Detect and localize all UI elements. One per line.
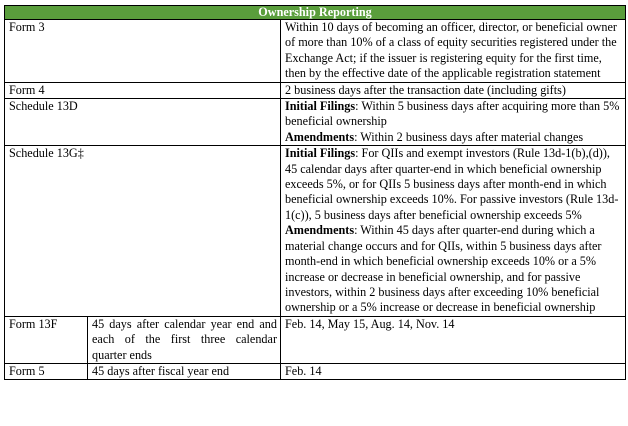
- schedule13d-amend-text: : Within 2 business days after material changes: [354, 129, 584, 144]
- schedule13d-initial-label: Initial Filings: [285, 99, 356, 114]
- form5-dates: Feb. 14: [281, 363, 626, 379]
- schedule13d-initial-filings: [285, 99, 622, 130]
- form5-label: Form 5: [5, 363, 88, 379]
- schedule13d-amend-label: Amendments: [285, 129, 355, 144]
- table-row-form13f: [5, 316, 626, 363]
- schedule13g-amend-label: Amendments: [285, 223, 355, 238]
- table-row-form4: [5, 82, 626, 98]
- schedule13g-initial-filings: [285, 146, 622, 223]
- table-row-form3: [5, 20, 626, 83]
- schedule13g-amend-text: : Within 45 days after quarter-end during which a material change occurs and for QIIs, within 5 business days after month-end in which beneficial ownership exceeds 10% or a 5% increase or decrease in beneficial ownership, and for passive investors, within 2 business days after exceeding 10% beneficial ownership or a 5% increase or decrease in beneficial ownership: [285, 223, 602, 315]
- form5-period: 45 days after fiscal year end: [88, 363, 281, 379]
- schedule13g-initial-text: : For QIIs and exempt investors (Rule 13d-1(b),(d)), 45 calendar days after quarter-end in which beneficial ownership exceeds 5%, or for QIIs 5 business days after month-end in which beneficial ownership exceeds 10%. For passive investors (Rule 13d-1(c)), 5 business days after beneficial ownership exceeds 5%: [285, 146, 619, 222]
- table-row-form5: [5, 363, 626, 379]
- schedule13d-label: Schedule 13D: [5, 99, 281, 146]
- schedule13d-initial-text: : Within 5 business days after acquiring more than 5% beneficial ownership: [285, 99, 620, 129]
- form13f-label: Form 13F: [5, 316, 88, 363]
- schedule13g-amendments: [285, 223, 622, 315]
- table-title: Ownership Reporting: [5, 6, 626, 20]
- schedule13g-label: Schedule 13G‡: [5, 146, 281, 316]
- table-row-schedule13d: [5, 99, 626, 146]
- form3-label: Form 3: [5, 20, 281, 83]
- form4-deadline: 2 business days after the transaction date (including gifts): [281, 82, 626, 98]
- schedule13d-deadline: [281, 99, 626, 146]
- table-header-row: [5, 6, 626, 20]
- schedule13g-initial-label: Initial Filings: [285, 146, 356, 161]
- table-row-schedule13g: [5, 146, 626, 316]
- ownership-reporting-table: [4, 5, 626, 380]
- ownership-reporting-table-container: [4, 5, 625, 380]
- form4-label: Form 4: [5, 82, 281, 98]
- form13f-period: 45 days after calendar year end and each of the first three calendar quarter ends: [88, 316, 281, 363]
- form3-deadline: Within 10 days of becoming an officer, director, or beneficial owner of more than 10% of a class of equity securities registered under the Exchange Act; if the issuer is registering equity for the first time, then by the effective date of the applicable registration statement: [281, 20, 626, 83]
- schedule13g-deadline: [281, 146, 626, 316]
- schedule13d-amendments: [285, 130, 622, 145]
- form13f-dates: Feb. 14, May 15, Aug. 14, Nov. 14: [281, 316, 626, 363]
